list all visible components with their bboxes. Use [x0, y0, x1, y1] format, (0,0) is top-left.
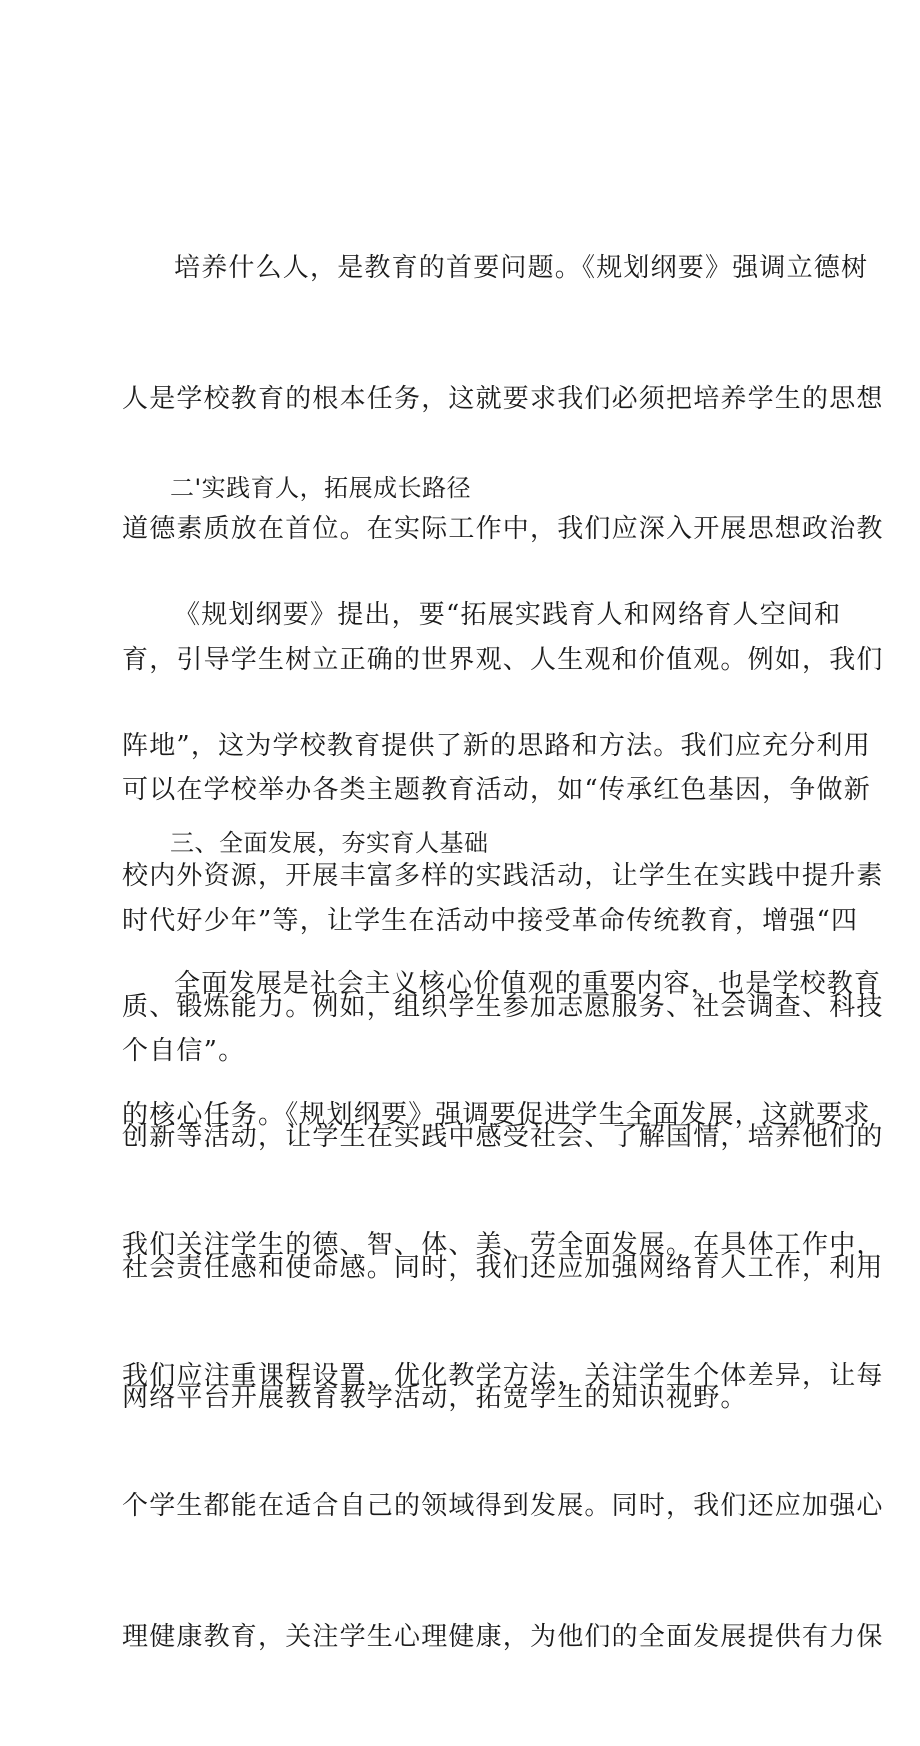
paragraph-3-line: 理健康教育，关注学生心理健康，为他们的全面发展提供有力保 [122, 1621, 884, 1652]
paragraph-1-line: 道德素质放在首位。在实际工作中，我们应深入开展思想政治教 [122, 514, 884, 544]
paragraph-2-line: 质、锻炼能力。例如，组织学生参加志愿服务、社会调查、科技 [122, 991, 884, 1022]
paragraph-2-line: 社会责任感和使命感。同时，我们还应加强网络育人工作，利用 [122, 1252, 884, 1283]
paragraph-2-line: 网络平台开展教育教学活动，拓宽学生的知识视野。 [122, 1383, 748, 1413]
section-heading-2: 二'实践育人，拓展成长路径 [170, 474, 472, 502]
paragraph-1-line: 时代好少年”等，让学生在活动中接受革命传统教育，增强“四 [122, 905, 859, 936]
paragraph-1-line: 培养什么人，是教育的首要问题。《规划纲要》强调立德树 [174, 253, 869, 283]
paragraph-2-line: 阵地”，这为学校教育提供了新的思路和方法。我们应充分利用 [122, 730, 871, 761]
paragraph-2-line: 创新等活动，让学生在实践中感受社会、了解国情，培养他们的 [122, 1122, 884, 1152]
paragraph-1-line: 育，引导学生树立正确的世界观、人生观和价值观。例如，我们 [122, 644, 884, 675]
paragraph-1-line: 可以在学校举办各类主题教育活动，如“传承红色基因，争做新 [122, 775, 871, 805]
paragraph-3-line: 我们关注学生的德、智、体、美、劳全面发展。在具体工作中， [122, 1230, 884, 1260]
paragraph-1-line: 人是学校教育的根本任务，这就要求我们必须把培养学生的思想 [122, 383, 884, 414]
paragraph-3-line: 全面发展是社会主义核心价值观的重要内容，也是学校教育 [174, 969, 882, 999]
section-heading-3: 三、全面发展，夯实育人基础 [170, 829, 489, 857]
paragraph-3-line: 的核心任务。《规划纲要》强调要促进学生全面发展，这就要求 [122, 1099, 871, 1130]
paragraph-3-line: 个学生都能在适合自己的领域得到发展。同时，我们还应加强心 [122, 1491, 884, 1521]
paragraph-1-line: 个自信”。 [122, 1036, 246, 1066]
paragraph-2-line: 校内外资源，开展丰富多样的实践活动，让学生在实践中提升素 [122, 861, 884, 891]
paragraph-2-line: 《规划纲要》提出，要“拓展实践育人和网络育人空间和 [174, 600, 842, 630]
paragraph-3-line: 我们应注重课程设置，优化教学方法，关注学生个体差异，让每 [122, 1360, 884, 1391]
